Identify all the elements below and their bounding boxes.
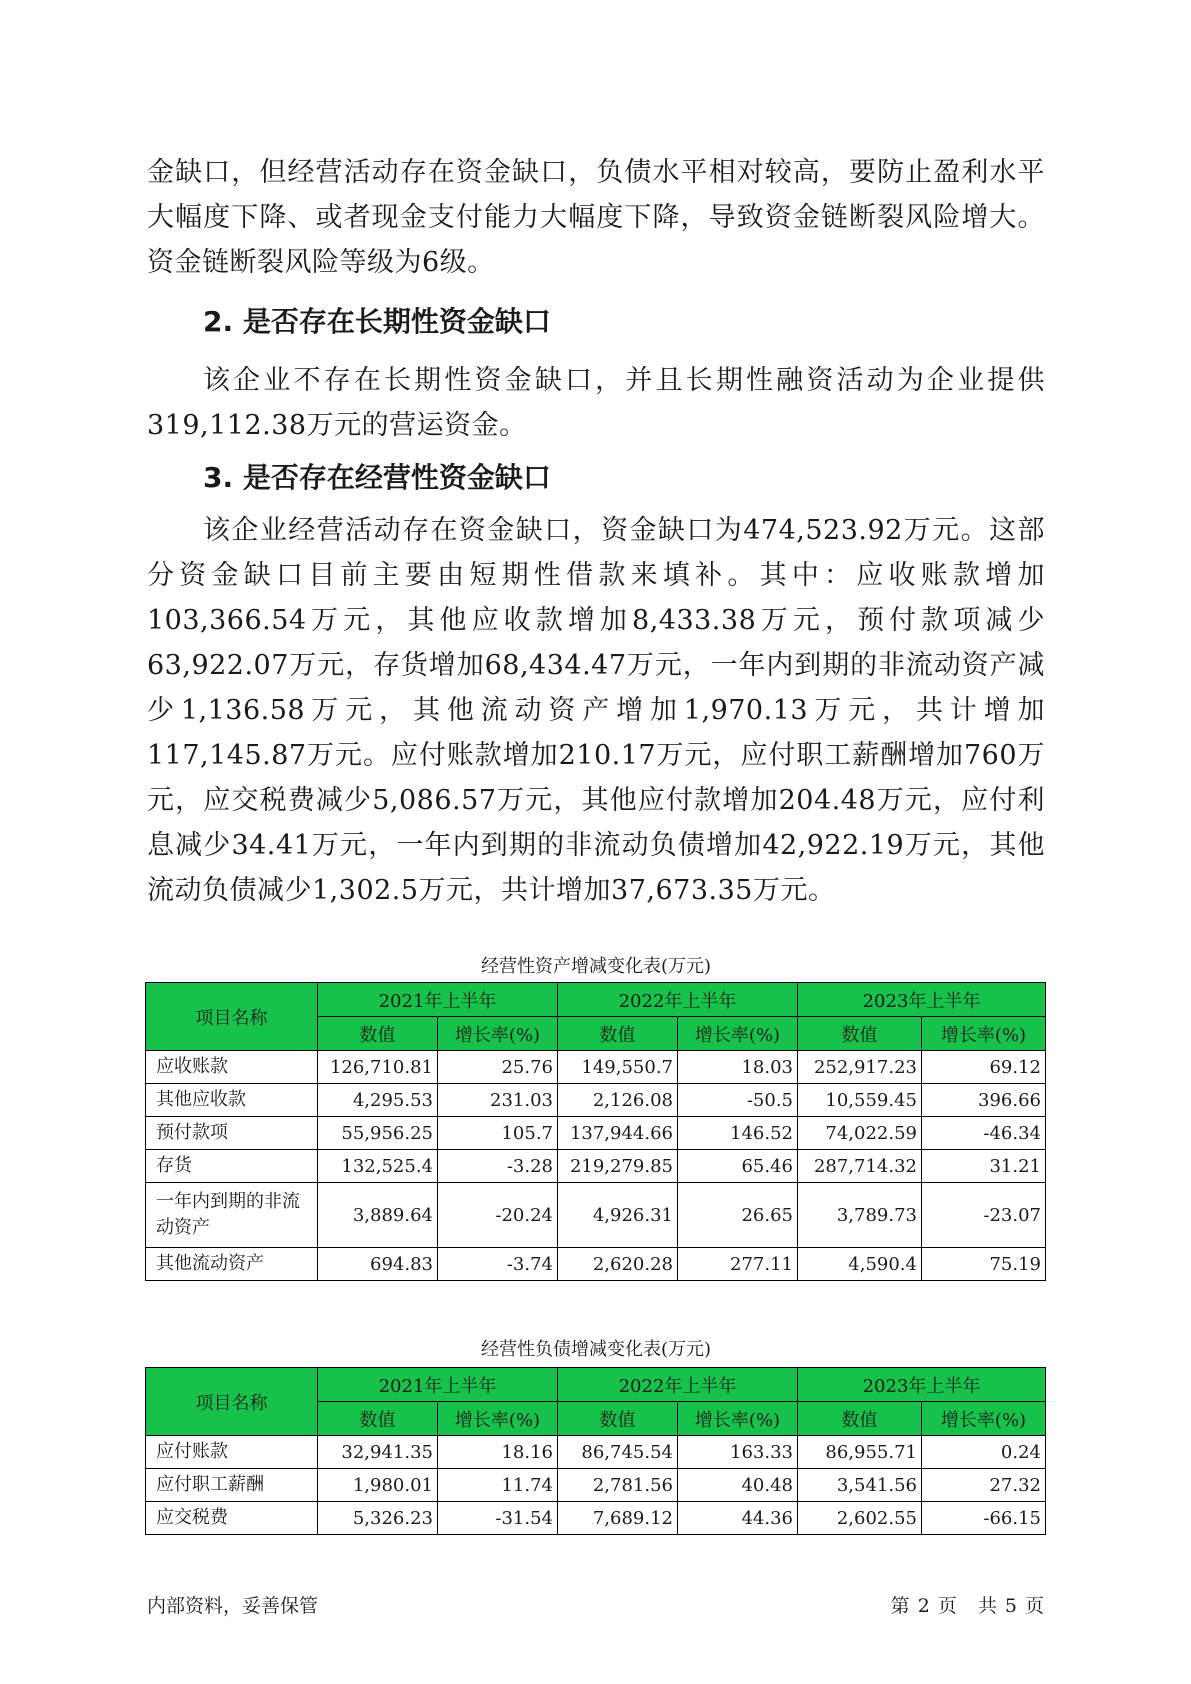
cell-value: 55,956.25 — [318, 1117, 438, 1150]
table-row — [146, 1084, 1046, 1117]
row-name: 其他流动资产 — [146, 1248, 318, 1281]
cell-value: 2,602.55 — [798, 1502, 922, 1535]
cell-value: 4,590.4 — [798, 1248, 922, 1281]
cell-rate: -46.34 — [922, 1117, 1046, 1150]
header-item-name: 项目名称 — [146, 983, 318, 1051]
cell-rate: 65.46 — [678, 1150, 798, 1183]
cell-value: 4,295.53 — [318, 1084, 438, 1117]
header-rate: 增长率(%) — [922, 1017, 1046, 1051]
cell-value: 149,550.7 — [558, 1051, 678, 1084]
heading-long-term-gap: 2. 是否存在长期性资金缺口 — [203, 305, 551, 338]
row-name: 应付职工薪酬 — [146, 1469, 318, 1502]
header-year-2023: 2023年上半年 — [798, 983, 1046, 1017]
row-name: 应交税费 — [146, 1502, 318, 1535]
header-value: 数值 — [558, 1402, 678, 1436]
table-caption-operating-liabilities: 经营性负债增减变化表(万元) — [480, 1339, 712, 1360]
header-year-2021: 2021年上半年 — [318, 1368, 558, 1402]
table-operating-assets — [145, 982, 1046, 1281]
table-row — [146, 1502, 1046, 1535]
cell-rate: -23.07 — [922, 1183, 1046, 1248]
row-name: 预付款项 — [146, 1117, 318, 1150]
cell-value: 252,917.23 — [798, 1051, 922, 1084]
cell-rate: 75.19 — [922, 1248, 1046, 1281]
cell-rate: 40.48 — [678, 1469, 798, 1502]
cell-value: 2,620.28 — [558, 1248, 678, 1281]
cell-rate: 27.32 — [922, 1469, 1046, 1502]
table-row — [146, 1183, 1046, 1248]
cell-value: 5,326.23 — [318, 1502, 438, 1535]
header-item-name: 项目名称 — [146, 1368, 318, 1436]
cell-rate: 18.16 — [438, 1436, 558, 1469]
header-year-2021: 2021年上半年 — [318, 983, 558, 1017]
table-row — [146, 1436, 1046, 1469]
cell-rate: -66.15 — [922, 1502, 1046, 1535]
cell-rate: -50.5 — [678, 1084, 798, 1117]
header-year-2023: 2023年上半年 — [798, 1368, 1046, 1402]
cell-rate: 105.7 — [438, 1117, 558, 1150]
paragraph-risk-summary: 金缺口，但经营活动存在资金缺口，负债水平相对较高，要防止盈利水平大幅度下降、或者现金支付能力大幅度下降，导致资金链断裂风险增大。资金链断裂风险等级为6级。 — [147, 157, 1045, 278]
cell-rate: 69.12 — [922, 1051, 1046, 1084]
table-row — [146, 1051, 1046, 1084]
cell-rate: 231.03 — [438, 1084, 558, 1117]
table-row — [146, 1117, 1046, 1150]
cell-rate: 277.11 — [678, 1248, 798, 1281]
cell-rate: -31.54 — [438, 1502, 558, 1535]
cell-rate: 26.65 — [678, 1183, 798, 1248]
cell-rate: 146.52 — [678, 1117, 798, 1150]
table-row — [146, 1469, 1046, 1502]
footer-confidential-note: 内部资料，妥善保管 — [147, 1595, 319, 1617]
cell-rate: -3.74 — [438, 1248, 558, 1281]
header-rate: 增长率(%) — [922, 1402, 1046, 1436]
cell-rate: -20.24 — [438, 1183, 558, 1248]
cell-value: 1,980.01 — [318, 1469, 438, 1502]
cell-value: 74,022.59 — [798, 1117, 922, 1150]
row-name: 其他应收款 — [146, 1084, 318, 1117]
cell-value: 694.83 — [318, 1248, 438, 1281]
header-rate: 增长率(%) — [678, 1402, 798, 1436]
cell-rate: 25.76 — [438, 1051, 558, 1084]
cell-value: 2,781.56 — [558, 1469, 678, 1502]
paragraph-long-term-gap: 该企业不存在长期性资金缺口，并且长期性融资活动为企业提供319,112.38万元的营运资金。 — [147, 365, 1045, 441]
table-row — [146, 1248, 1046, 1281]
cell-value: 132,525.4 — [318, 1150, 438, 1183]
cell-value: 3,889.64 — [318, 1183, 438, 1248]
cell-rate: 31.21 — [922, 1150, 1046, 1183]
heading-operating-gap: 3. 是否存在经营性资金缺口 — [203, 461, 551, 494]
cell-rate: 18.03 — [678, 1051, 798, 1084]
table-row — [146, 1150, 1046, 1183]
header-value: 数值 — [318, 1017, 438, 1051]
header-value: 数值 — [798, 1017, 922, 1051]
cell-value: 137,944.66 — [558, 1117, 678, 1150]
cell-value: 3,789.73 — [798, 1183, 922, 1248]
header-year-2022: 2022年上半年 — [558, 983, 798, 1017]
cell-value: 7,689.12 — [558, 1502, 678, 1535]
header-value: 数值 — [798, 1402, 922, 1436]
cell-value: 32,941.35 — [318, 1436, 438, 1469]
cell-value: 126,710.81 — [318, 1051, 438, 1084]
cell-value: 287,714.32 — [798, 1150, 922, 1183]
cell-value: 86,745.54 — [558, 1436, 678, 1469]
cell-value: 2,126.08 — [558, 1084, 678, 1117]
table-caption-operating-assets: 经营性资产增减变化表(万元) — [480, 956, 712, 977]
row-name: 应收账款 — [146, 1051, 318, 1084]
footer-page-number: 第 2 页 共 5 页 — [890, 1595, 1045, 1617]
cell-value: 4,926.31 — [558, 1183, 678, 1248]
paragraph-operating-gap: 该企业经营活动存在资金缺口，资金缺口为474,523.92万元。这部分资金缺口目前主要由短期性借款来填补。其中：应收账款增加103,366.54万元，其他应收款增加8,433.38万元，预付款项减少63,922.07万元，存货增加68,434.47万元，一年内到期的非流动资产减少1,136.58万元，其他流动资产增加1,970.13万元，共计增加117,145.87万元。应付账款增加210.17万元，应付职工薪酬增加760万元，应交税费减少5,086.57万元，其他应付款增加204.48万元，应付利息减少34.41万元，一年内到期的非流动负债增加42,922.19万元，其他流动负债减少1,302.5万元，共计增加37,673.35万元。 — [147, 515, 1045, 906]
header-rate: 增长率(%) — [438, 1402, 558, 1436]
header-value: 数值 — [558, 1017, 678, 1051]
row-name: 一年内到期的非流动资产 — [146, 1183, 318, 1248]
cell-rate: 163.33 — [678, 1436, 798, 1469]
cell-rate: 44.36 — [678, 1502, 798, 1535]
table-operating-liabilities — [145, 1367, 1046, 1535]
cell-rate: 0.24 — [922, 1436, 1046, 1469]
row-name: 应付账款 — [146, 1436, 318, 1469]
header-rate: 增长率(%) — [678, 1017, 798, 1051]
header-rate: 增长率(%) — [438, 1017, 558, 1051]
header-value: 数值 — [318, 1402, 438, 1436]
cell-rate: 11.74 — [438, 1469, 558, 1502]
row-name: 存货 — [146, 1150, 318, 1183]
cell-value: 10,559.45 — [798, 1084, 922, 1117]
cell-value: 219,279.85 — [558, 1150, 678, 1183]
cell-rate: -3.28 — [438, 1150, 558, 1183]
cell-value: 3,541.56 — [798, 1469, 922, 1502]
cell-value: 86,955.71 — [798, 1436, 922, 1469]
cell-rate: 396.66 — [922, 1084, 1046, 1117]
header-year-2022: 2022年上半年 — [558, 1368, 798, 1402]
